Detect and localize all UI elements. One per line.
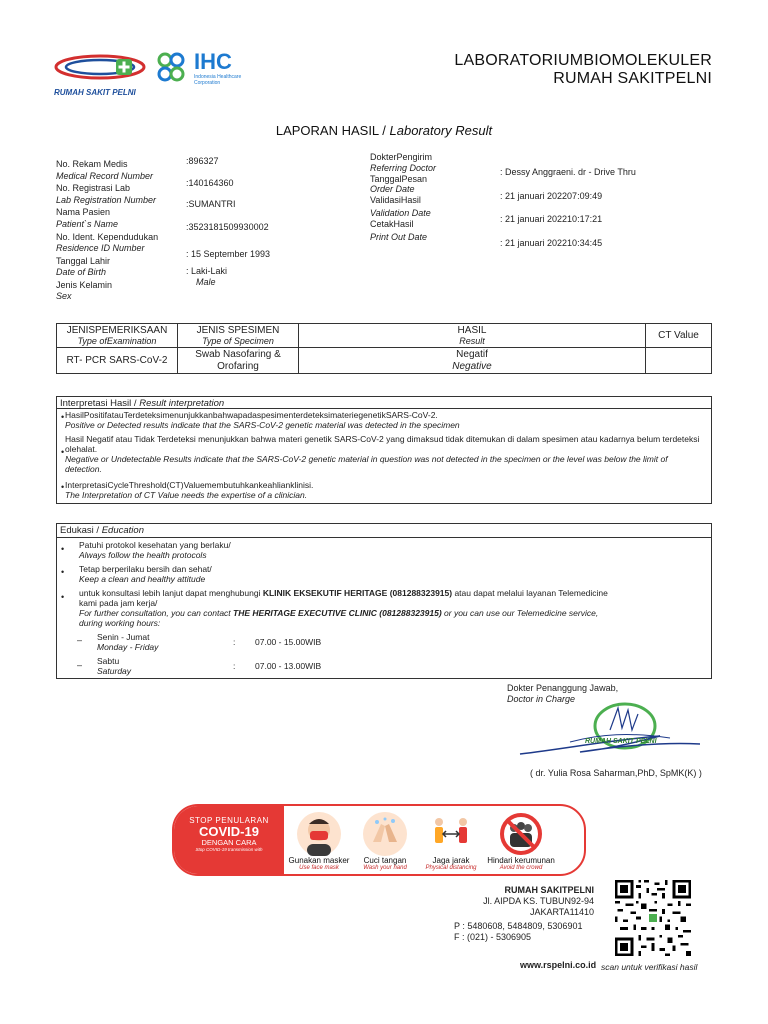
footer-contact [454, 921, 582, 943]
consult-clinic: KLINIK EKSEKUTIF HERITAGE (081288323915) [262, 588, 453, 598]
rs-pelni-logo [54, 52, 146, 97]
covid-item-distance-en: Physical distancing [425, 865, 477, 871]
hand-wash-icon [363, 812, 407, 856]
interp-item-2-en: Negative or Undetectable Results indicate that the SARS-CoV-2 genetic material in question was not detected in the specimen or the level was below the limit of detection. [65, 454, 668, 474]
signature-role-id: Dokter Penanggung Jawab, [507, 683, 619, 693]
cetak-value: : 21 januari 202210:34:45 [500, 238, 603, 248]
dokter-label: DokterPengirim [370, 152, 433, 162]
bullet-icon: • [61, 482, 65, 492]
exam-table [56, 323, 712, 374]
edu-item-1-id: Patuhi protokol kesehatan yang berlaku/ [79, 540, 231, 550]
edu-consult-line2: kami pada jam kerja/ [79, 598, 158, 608]
rekam-medis-label-en: Medical Record Number [56, 171, 154, 181]
lab-header-title [454, 52, 712, 88]
interp-item-3 [65, 480, 705, 500]
edu-consult [79, 588, 709, 628]
signature-stamp-icon [510, 700, 720, 764]
ident-label-en: Residence ID Number [56, 243, 145, 253]
consult-en-clinic: THE HERITAGE EXECUTIVE CLINIC (081288323915) [233, 608, 442, 618]
footer-fax: F : (021) - 5306905 [454, 932, 532, 942]
footer-address-line1: Jl. AIPDA KS. TUBUN92-94 [483, 896, 594, 906]
ct-value-cell [646, 348, 712, 374]
report-title [0, 123, 768, 138]
registrasi-label: No. Registrasi Lab [56, 183, 131, 193]
col-specimen-header [178, 324, 299, 348]
ihc-emblem-icon [152, 50, 190, 88]
consult-en-pre: For further consultation, you can contact [79, 608, 234, 618]
specimen-line1: Swab Nasofaring & [195, 348, 281, 360]
interpretation-title-id: Interpretasi Hasil / [60, 398, 140, 409]
lab-header-line1: LABORATORIUMBIOMOLEKULER [454, 52, 712, 69]
dokter-label-en: Referring Doctor [370, 163, 437, 173]
dokter-value: : Dessy Anggraeni. dr - Drive Thru [500, 167, 636, 177]
kelamin-value: : Laki-Laki [186, 266, 228, 276]
consult-pre: untuk konsultasi lebih lanjut dapat menghubungi [79, 588, 263, 598]
distance-icon [429, 812, 473, 856]
footer-address-line2: JAKARTA11410 [529, 907, 594, 917]
education-title-id: Edukasi / [60, 525, 102, 536]
bullet-icon: • [61, 447, 65, 457]
footer-address [483, 885, 594, 918]
pesan-label: TanggalPesan [370, 174, 428, 184]
signature-stamp-text: RUMAH SAKIT PELNI [585, 738, 657, 745]
col-exam-id: JENISPEMERIKSAAN [66, 325, 168, 336]
col-specimen-id: JENIS SPESIMEN [196, 325, 280, 336]
no-crowd-icon [499, 812, 543, 856]
footer-scan-note: scan untuk verifikasi hasil [601, 962, 698, 972]
interpretation-title-en: Result interpretation [139, 398, 225, 409]
interpretation-box [56, 396, 712, 504]
rs-pelni-logo-text: RUMAH SAKIT PELNI [54, 88, 136, 97]
edu-consult-en-line1 [79, 608, 709, 618]
ihc-logo-sub2: Corporation [194, 80, 221, 86]
lahir-value: : 15 September 1993 [186, 249, 271, 259]
covid-item-wash-en: Wash your hand [363, 865, 407, 871]
covid-banner [172, 804, 586, 876]
dash-icon: – [77, 660, 83, 670]
covid-item-distance [416, 812, 486, 872]
covid-item-mask-en: Use face mask [299, 865, 339, 871]
covid-item-mask [284, 812, 354, 872]
cetak-label: CetakHasil [370, 219, 414, 229]
rekam-medis-value: :896327 [186, 156, 219, 166]
col-result-en: Result [459, 336, 485, 346]
specimen-line2: Orofaring [217, 360, 259, 372]
lab-header-line2: RUMAH SAKITPELNI [553, 70, 712, 87]
education-box [56, 523, 712, 679]
bullet-icon: • [61, 567, 65, 577]
edu-item-1-en: Always follow the health protocols [79, 550, 207, 560]
nama-label-en: Patient`s Name [56, 219, 119, 229]
ident-label: No. Ident. Kependudukan [56, 232, 159, 242]
covid-item-crowd-label: Hindari kerumunan [487, 856, 555, 865]
interpretation-divider [57, 408, 711, 409]
validasi-value: : 21 januari 202210:17:21 [500, 214, 603, 224]
col-ct-header: CT Value [646, 324, 712, 348]
result-value: Negatif [456, 348, 488, 360]
footer-hospital-name: RUMAH SAKITPELNI [504, 885, 594, 895]
verification-qr-code-icon[interactable] [614, 880, 692, 956]
hours-weekday-time: 07.00 - 15.00WIB [255, 637, 322, 647]
hours-colon: : [233, 637, 236, 647]
bullet-icon: • [61, 592, 65, 602]
footer-website[interactable]: www.rspelni.co.id [520, 960, 597, 970]
edu-item-2-en: Keep a clean and healthy attitude [79, 574, 206, 584]
kelamin-label-en: Sex [56, 291, 72, 301]
col-result-id: HASIL [457, 325, 487, 336]
covid-line2: COVID-19 [199, 824, 259, 839]
edu-item-2-id: Tetap berperilaku bersih dan sehat/ [79, 564, 212, 574]
lahir-label-en: Date of Birth [56, 267, 107, 277]
education-title-en: Education [101, 525, 144, 536]
hours-saturday-time: 07.00 - 13.00WIB [255, 661, 322, 671]
rekam-medis-label: No. Rekam Medis [56, 159, 128, 169]
interp-item-1-id: HasilPositifatauTerdeteksimenunjukkanbahwapadaspesimenterdeteksimateriegenetikSARS-CoV-2. [65, 410, 438, 420]
hours-weekday [97, 632, 158, 652]
col-exam-en: Type ofExamination [77, 336, 157, 346]
report-title-main: LAPORAN HASIL / [275, 123, 390, 138]
bullet-icon: • [61, 544, 65, 554]
edu-item-1 [79, 540, 231, 560]
covid-line1: STOP PENULARAN [189, 816, 269, 825]
edu-consult-en-line2: during working hours: [79, 618, 161, 628]
exam-table-row [57, 348, 712, 374]
covid-item-crowd [486, 812, 556, 872]
consult-en-post: or you can use our Telemedicine service, [441, 608, 599, 618]
interp-item-3-en: The Interpretation of CT Value needs the expertise of a clinician. [65, 490, 308, 500]
interp-item-2 [65, 434, 705, 474]
signature-role-en: Doctor in Charge [507, 694, 576, 704]
ihc-logo [152, 50, 262, 90]
cetak-label-en: Print Out Date [370, 232, 428, 242]
hours-saturday-id: Sabtu [97, 656, 120, 666]
bullet-icon: • [61, 412, 65, 422]
interp-item-1-en: Positive or Detected results indicate that the SARS-CoV-2 genetic material was detected in the specimen [65, 420, 460, 430]
registrasi-value: :140164360 [186, 178, 234, 188]
covid-banner-red [174, 806, 284, 874]
nama-value: :SUMANTRI [186, 199, 236, 209]
interp-item-1 [65, 410, 705, 430]
validasi-label-en: Validation Date [370, 208, 431, 218]
edu-item-2 [79, 564, 212, 584]
lahir-label: Tanggal Lahir [56, 256, 111, 266]
hours-saturday-en: Saturday [97, 666, 132, 676]
hours-colon: : [233, 661, 236, 671]
covid-line4: Stop COVID-19 transmission with [195, 847, 263, 852]
face-mask-icon [297, 812, 341, 856]
pesan-value: : 21 januari 202207:09:49 [500, 191, 603, 201]
pesan-label-en: Order Date [370, 184, 415, 194]
exam-name: RT- PCR SARS-CoV-2 [57, 348, 178, 374]
col-specimen-en: Type of Specimen [202, 336, 274, 346]
covid-line3: DENGAN CARA [201, 838, 257, 847]
ihc-logo-sub1: Indonesia Healthcare [194, 74, 242, 80]
edu-consult-line1 [79, 588, 709, 598]
result-value-en: Negative [452, 360, 492, 372]
consult-post: atau dapat melalui layanan Telemedicine [452, 588, 608, 598]
rs-pelni-emblem-icon [54, 52, 146, 82]
covid-item-crowd-en: Avoid the crowd [499, 865, 543, 871]
interp-item-2-id: Hasil Negatif atau Tidak Terdeteksi menunjukkan bahwa materi genetik SARS-CoV-2 yang dimaksud tidak ditemukan di dalam spesimen atau kadarnya belum terdeteksi olehalat. [65, 434, 700, 454]
kelamin-label: Jenis Kelamin [56, 280, 113, 290]
specimen-cell [178, 348, 299, 374]
interp-item-3-id: InterpretasiCycleThreshold(CT)Valuemembutuhkankeahlianklinisi. [65, 480, 314, 490]
report-title-en: Laboratory Result [389, 123, 493, 138]
exam-table-header [57, 324, 712, 348]
footer-phone: P : 5480608, 5484809, 5306901 [454, 921, 583, 931]
covid-item-wash-label: Cuci tangan [363, 856, 407, 865]
result-cell [299, 348, 646, 374]
covid-item-mask-label: Gunakan masker [288, 856, 350, 865]
registrasi-label-en: Lab Registration Number [56, 195, 157, 205]
dash-icon: – [77, 635, 83, 645]
validasi-label: ValidasiHasil [370, 195, 421, 205]
ident-value: :3523181509930002 [186, 222, 269, 232]
ihc-logo-text: IHC [194, 49, 232, 74]
kelamin-value-en: Male [196, 277, 216, 287]
covid-item-wash [350, 812, 420, 872]
col-exam-header [57, 324, 178, 348]
education-divider [57, 537, 711, 538]
nama-label: Nama Pasien [56, 207, 111, 217]
hours-saturday [97, 656, 131, 676]
signature-name: ( dr. Yulia Rosa Saharman,PhD, SpMK(K) ) [530, 768, 702, 778]
col-result-header [299, 324, 646, 348]
covid-item-distance-label: Jaga jarak [432, 856, 470, 865]
education-title [60, 525, 144, 536]
hours-weekday-en: Monday - Friday [97, 642, 159, 652]
hours-weekday-id: Senin - Jumat [97, 632, 150, 642]
